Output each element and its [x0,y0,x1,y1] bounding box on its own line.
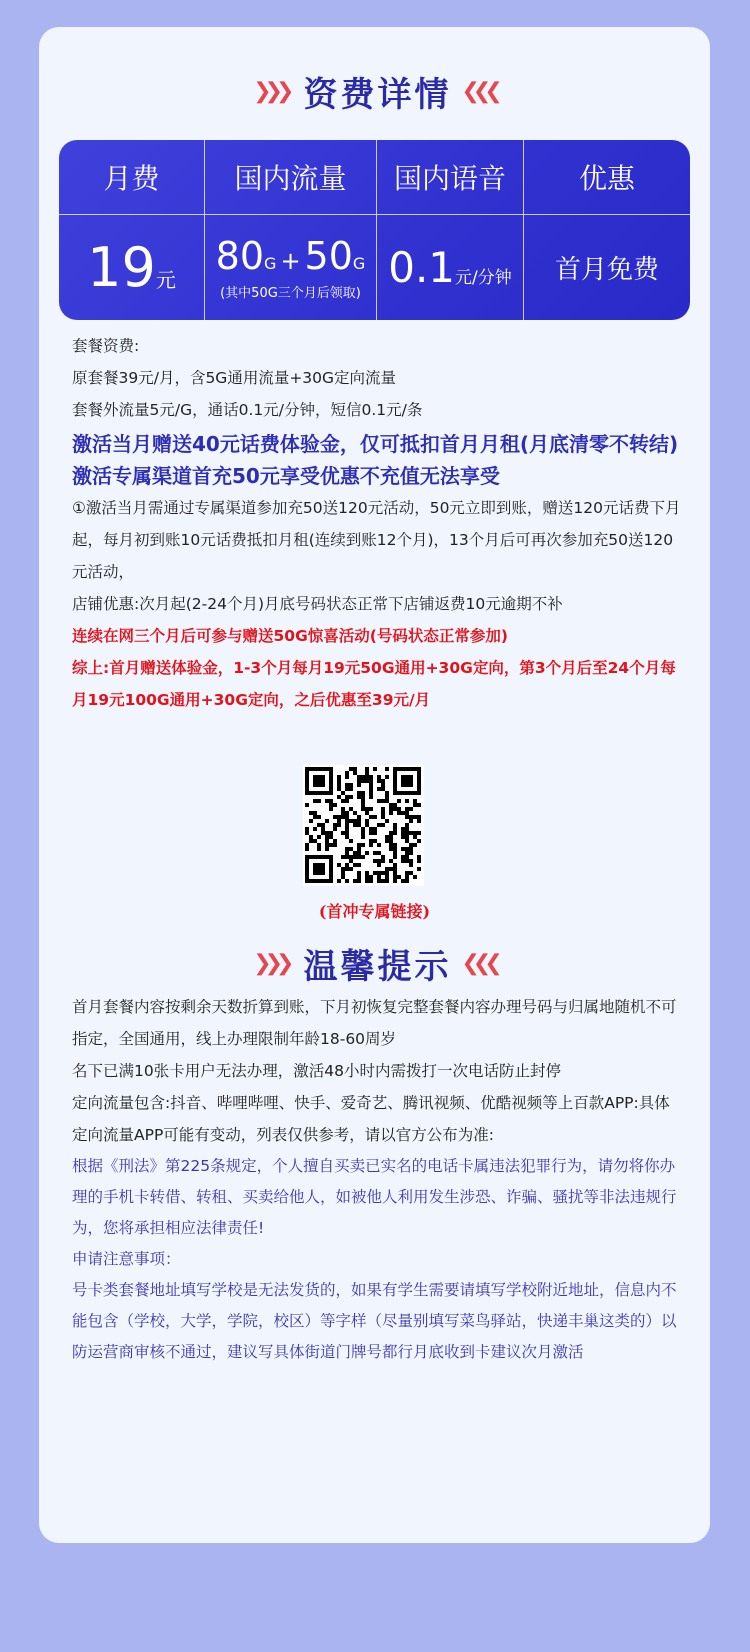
details-highlight-2: 激活专属渠道首充50元享受优惠不充值无法享受 [72,464,500,488]
tips-notice-label: 申请注意事项： [72,1250,181,1268]
monthly-fee-value: 19 [87,236,156,299]
voice-unit: 元/分钟 [455,268,512,288]
data-cell [205,215,377,320]
qr-caption: (首冲专属链接) [318,902,431,921]
double-chevron-left-icon: ❮❮❮ [461,79,496,104]
tips-p3: 定向流量包含:抖音、哔哩哔哩、快手、爱奇艺、腾讯视频、优酷视频等上百款APP:具体定向流量APP可能有变动，列表仅供参考，请以官方公布为准: [72,1094,670,1144]
offer-value: 首月免费 [554,255,659,285]
details-red-2: 综上:首月赠送体验金，1-3个月每月19元50G通用+30G定向，第3个月后至24个月每月19元100G通用+30G定向，之后优惠至39元/月 [72,659,676,709]
monthly-fee-cell [59,215,205,320]
tips [72,991,682,1368]
tariff-table [59,140,690,320]
package-details [72,330,682,716]
general-data-value: 80 [215,234,265,278]
directional-data-unit: G [352,254,366,273]
plus-sign: + [280,247,301,275]
details-red-1: 连续在网三个月后可参与赠送50G惊喜活动(号码状态正常参加) [72,627,508,645]
details-activity: ①激活当月需通过专属渠道参加充50送120元活动，50元立即到账，赠送120元话费下月起，每月初到账10元话费抵扣月租(连续到账12个月)，13个月后可再次参加充50送120元活动， [72,499,681,581]
double-chevron-left-icon: ❮❮❮ [461,951,496,976]
tips-title: 温馨提示 [303,947,452,987]
details-overage: 套餐外流量5元/G，通话0.1元/分钟，短信0.1元/条 [72,401,423,419]
section-title-tariff [39,67,710,116]
tips-law: 根据《刑法》第225条规定，个人擅自买卖已实名的电话卡属违法犯罪行为，请勿将你办理的手机卡转借、转租、买卖给他人，如被他人利用发生涉恐、诈骗、骚扰等非法违规行为，您将承担相应法律责任! [72,1157,677,1237]
section-title-tips [39,939,710,988]
content-card [39,27,710,1543]
tariff-title: 资费详情 [303,75,452,115]
header-domestic-voice: 国内语音 [377,140,524,215]
monthly-fee-unit: 元 [155,268,176,292]
header-offer: 优惠 [524,140,690,215]
tips-p2: 名下已满10张卡用户无法办理，激活48小时内需拨打一次电话防止封停 [72,1062,561,1080]
tips-p1: 首月套餐内容按剩余天数折算到账，下月初恢复完整套餐内容办理号码与归属地随机不可指定，全国通用，线上办理限制年龄18-60周岁 [72,998,677,1048]
qr-code[interactable] [303,765,424,886]
directional-data-value: 50 [304,234,353,278]
voice-value: 0.1 [388,243,456,292]
qr-code-image [303,765,424,886]
general-data-unit: G [264,254,277,273]
details-label: 套餐资费: [72,337,140,355]
double-chevron-right-icon: ❯❯❯ [253,951,288,976]
tips-notice: 号卡类套餐地址填写学校是无法发货的，如果有学生需要请填写学校附近地址，信息内不能包含（学校，大学，学院，校区）等字样（尽量别填写菜鸟驿站，快递丰巢这类的）以防运营商审核不通过，建议写具体街道门牌号都行月底收到卡建议次月激活 [72,1281,677,1361]
header-domestic-data: 国内流量 [205,140,377,215]
voice-cell [377,215,524,320]
details-highlight-1: 激活当月赠送40元话费体验金，仅可抵扣首月月租(月底清零不转结) [72,432,679,456]
header-monthly-fee: 月费 [59,140,205,215]
double-chevron-right-icon: ❯❯❯ [253,79,288,104]
data-note: (其中50G三个月后领取) [220,286,361,301]
details-original: 原套餐39元/月，含5G通用流量+30G定向流量 [72,369,397,387]
details-store: 店铺优惠:次月起(2-24个月)月底号码状态正常下店铺返费10元逾期不补 [72,595,563,613]
